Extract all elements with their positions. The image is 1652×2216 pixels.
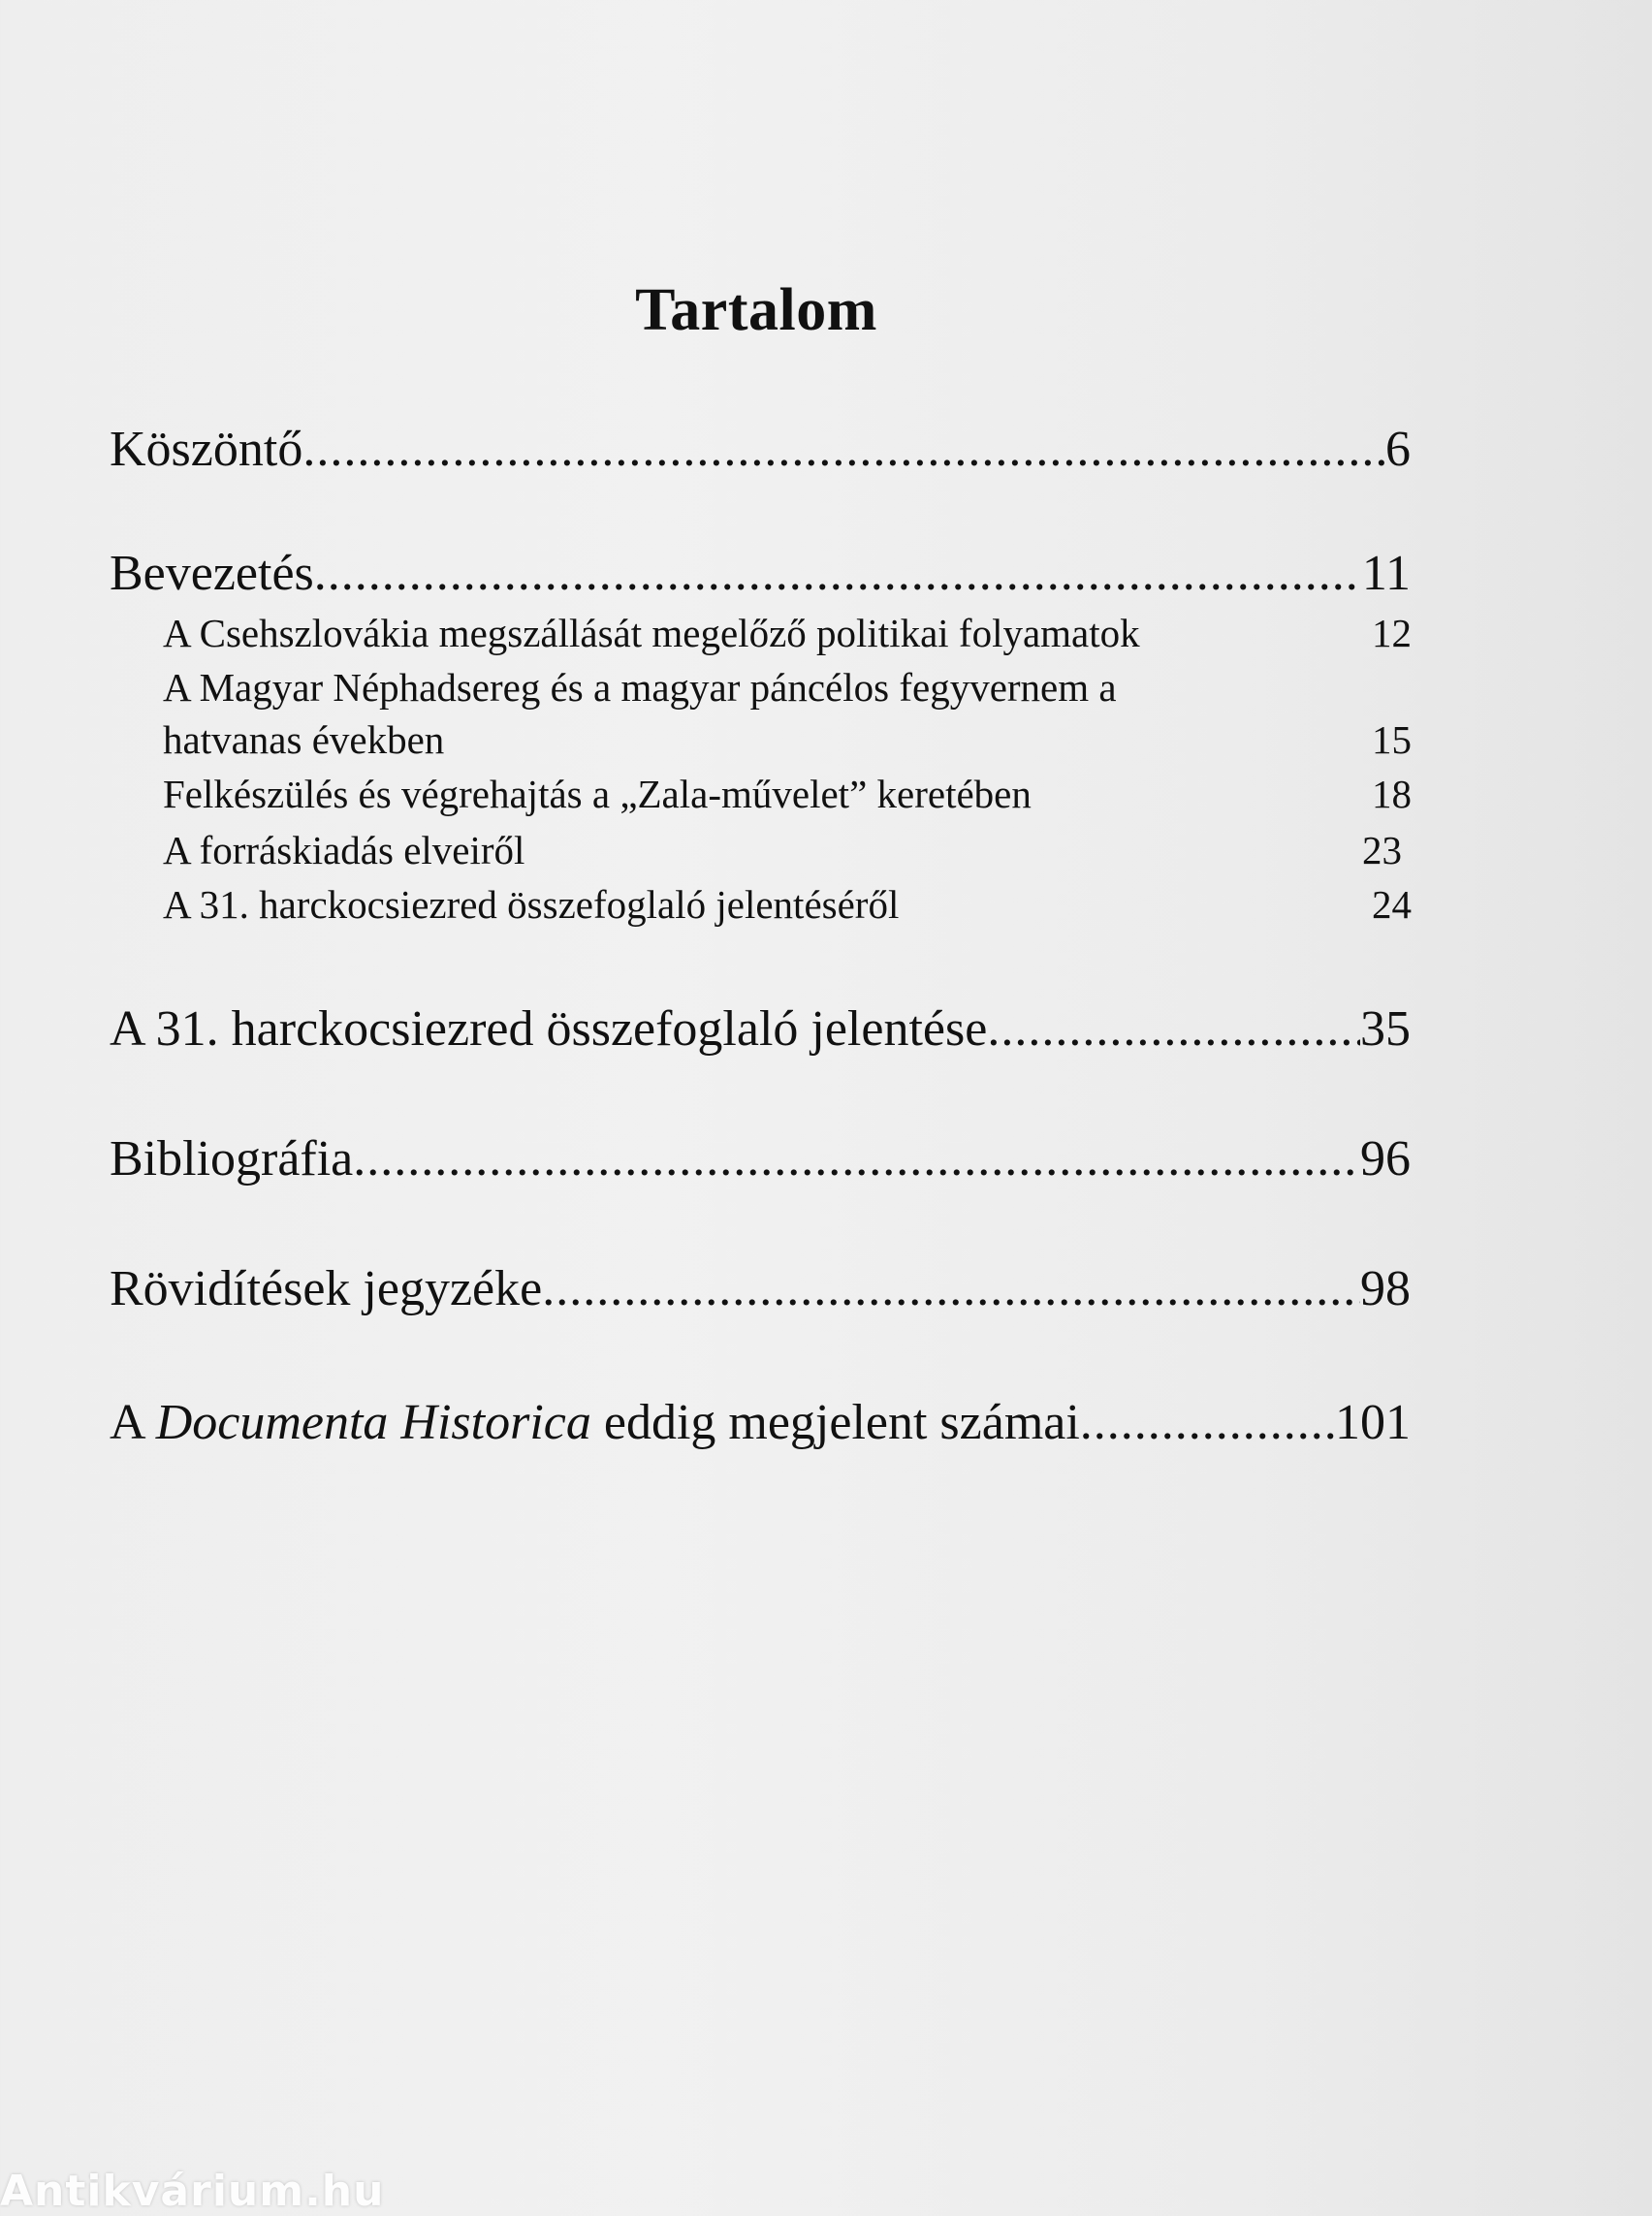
toc-leader-dots [302,419,1385,481]
toc-leader-dots [1080,1392,1335,1454]
toc-entry-label-suffix: eddig megjelent számai [590,1395,1080,1450]
toc-entry-label: Bevezetés [110,546,314,601]
toc-subentry-magyar-nephadsereg [163,661,1412,766]
toc-entry-label: A 31. harckocsiezred összefoglaló jelentéséről [163,882,900,927]
toc-entry-page: 98 [1360,1261,1411,1316]
toc-entry-label: Bibliográfia [110,1131,354,1187]
toc-entry-page: 6 [1385,422,1411,477]
toc-entry-documenta-historica [110,1392,1411,1454]
toc-entry-label-prefix: A [110,1395,156,1450]
toc-entry-label-italic: Documenta Historica [155,1395,591,1450]
toc-entry-label: Rövidítések jegyzéke [110,1261,543,1316]
toc-leader-dots [353,1128,1360,1190]
toc-entry-label-line2: hatvanas években [163,717,445,762]
toc-entry-page: 11 [1361,546,1411,601]
watermark: Antikvárium.hu [0,2167,385,2216]
toc-entry-page: 101 [1335,1395,1411,1450]
toc-entry-label: A Csehszlovákia megszállását megelőző politikai folyamatok [163,611,1140,655]
toc-leader-dots [987,998,1360,1061]
toc-entry-page: 96 [1360,1131,1411,1187]
toc-entry-roviditesek [110,1258,1411,1320]
toc-entry-label: A forráskiadás elveiről [163,828,525,872]
toc-entry-bevezetes [110,543,1411,605]
toc-entry-koszonto [110,419,1411,481]
toc-entry-page: 23 [1362,828,1402,872]
toc-entry-label: A 31. harckocsiezred összefoglaló jelentése [110,1001,988,1057]
toc-entry-page: 24 [1372,882,1412,927]
toc-entry-label-line1: A Magyar Néphadsereg és a magyar páncélos fegyvernem a [163,665,1117,710]
toc-entry-label [110,1392,1080,1454]
toc-entry-bibliografia [110,1128,1411,1190]
page-title: Tartalom [635,276,877,343]
toc-entry-label: Köszöntő [110,422,303,477]
toc-leader-dots [542,1258,1360,1320]
toc-entry-page: 35 [1360,1001,1411,1057]
toc-entry-page: 12 [1372,611,1412,655]
toc-entry-page: 15 [1372,717,1412,762]
toc-entry-label-line2-row [163,713,1412,766]
toc-leader-dots [314,543,1362,605]
toc-entry-page: 18 [1372,772,1412,816]
toc-entry-jelentese [110,998,1411,1061]
toc-entry-label: Felkészülés és végrehajtás a „Zala-művelet” keretében [163,772,1032,816]
